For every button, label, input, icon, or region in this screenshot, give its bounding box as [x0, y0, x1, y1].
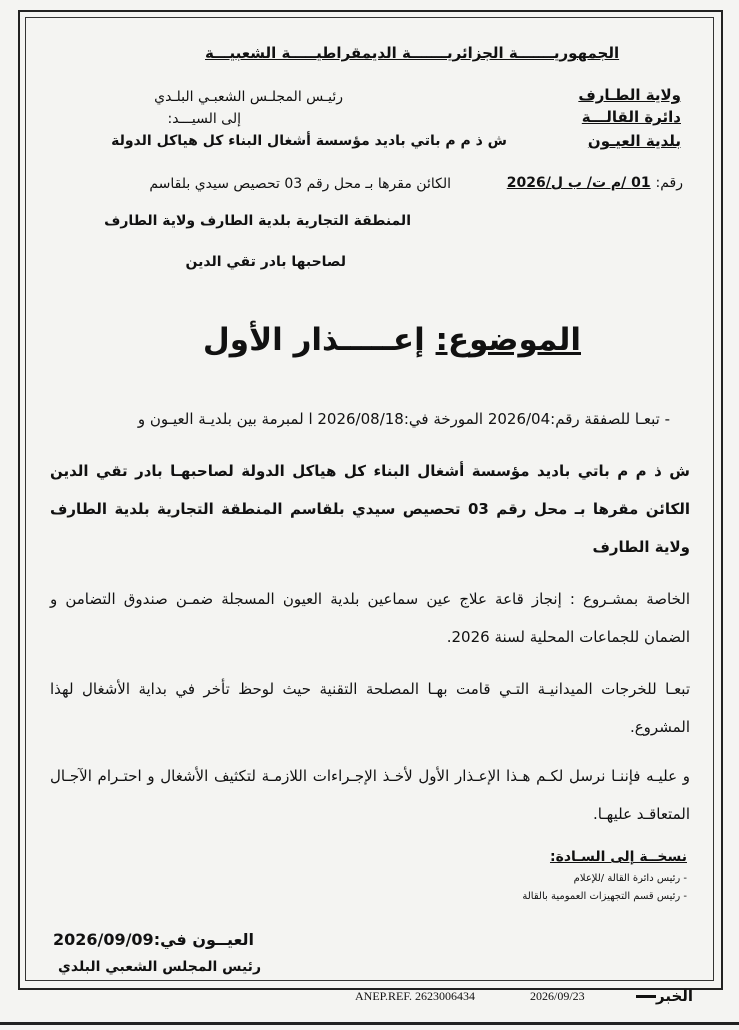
- subject-value: إعـــــذار الأول: [202, 322, 425, 358]
- to-label: إلى السيـــد:: [167, 111, 241, 127]
- subject-heading: [203, 322, 581, 358]
- footer-date: 2026/09/23: [530, 989, 585, 1003]
- wilaya-label: ولاية الطـارف: [578, 86, 681, 104]
- copy-item-1: - رئيس دائرة القالة /للإعلام: [573, 873, 687, 884]
- signature-title: رئيس المجلس الشعبي البلدي: [58, 959, 261, 975]
- commune-label: بلدية العيـون: [587, 132, 681, 150]
- reference-label: رقم:: [655, 175, 683, 191]
- subject-label: الموضوع:: [435, 322, 581, 358]
- paragraph-project: الخاصة بمشـروع : إنجاز قاعة علاج عين سماعين بلدية العيون المسجلة ضمـن صندوق التضامن و الضمان للجماعات المحلية لسنة 2026.: [50, 590, 690, 646]
- address-line-2: المنطقة التجارية بلدية الطارف ولاية الطارف: [104, 213, 411, 229]
- republic-title: الجمهوريـــــــة الجزائريـــــــة الديمقراطيـــــة الشعبيـــة: [205, 44, 620, 62]
- copy-item-2: - رئيس قسم التجهيزات العمومية بالقالة: [522, 891, 687, 902]
- signature-place-date: العيــون في:2026/09/09: [52, 930, 254, 949]
- logo-bar-icon: [636, 995, 656, 998]
- president-heading: رئيـس المجلـس الشعبـي البلـدي: [154, 89, 343, 105]
- copies-title: نسخــة إلى السـادة:: [549, 849, 687, 865]
- newspaper-logo: [632, 987, 693, 1005]
- paragraph-notice: و عليـه فإننـا نرسل لكـم هـذا الإعـذار الأول لأخـذ الإجـراءات اللازمـة لتكثيف الأشغال و احتـرام الآجـال المتعاقـد عليهـا.: [50, 767, 690, 823]
- reference-value: 01 /م ت/ ب ل/2026: [506, 175, 651, 191]
- footer-rule: [0, 1022, 739, 1025]
- addressee-name: ش ذ م م باتي باديد مؤسسة أشغال البناء كل هياكل الدولة: [111, 133, 507, 149]
- paragraph-contract: - تبعـا للصفقة رقم:2026/04 المورخة في:2026/08/18 ا لمبرمة بين بلديـة العيـون و: [137, 410, 670, 428]
- paragraph-company: ش ذ م م باتي باديد مؤسسة أشغال البناء كل هياكل الدولة لصاحبهـا بادر تقي الدين الكائن مقرها بـ محل رقم 03 تحصيص سيدي بلقاسم المنطقة التجارية بلدية الطارف ولاية الطارف: [50, 462, 690, 556]
- owner-line: لصاحبها بادر تقي الدين: [185, 254, 346, 270]
- daira-label: دائرة القالـــة: [581, 108, 681, 126]
- reference-number: [507, 175, 683, 191]
- anep-reference: ANEP.REF. 2623006434: [355, 989, 476, 1003]
- address-line-1: الكائن مقرها بـ محل رقم 03 تحصيص سيدي بلقاسم: [149, 176, 451, 192]
- paragraph-field-visits: تبعـا للخرجات الميدانيـة التـي قامت بهـا المصلحة التقنية حيث لوحظ تأخر في بداية الأشغال لهذا المشروع.: [50, 680, 690, 736]
- newspaper-logo-text: الخبر: [656, 987, 694, 1005]
